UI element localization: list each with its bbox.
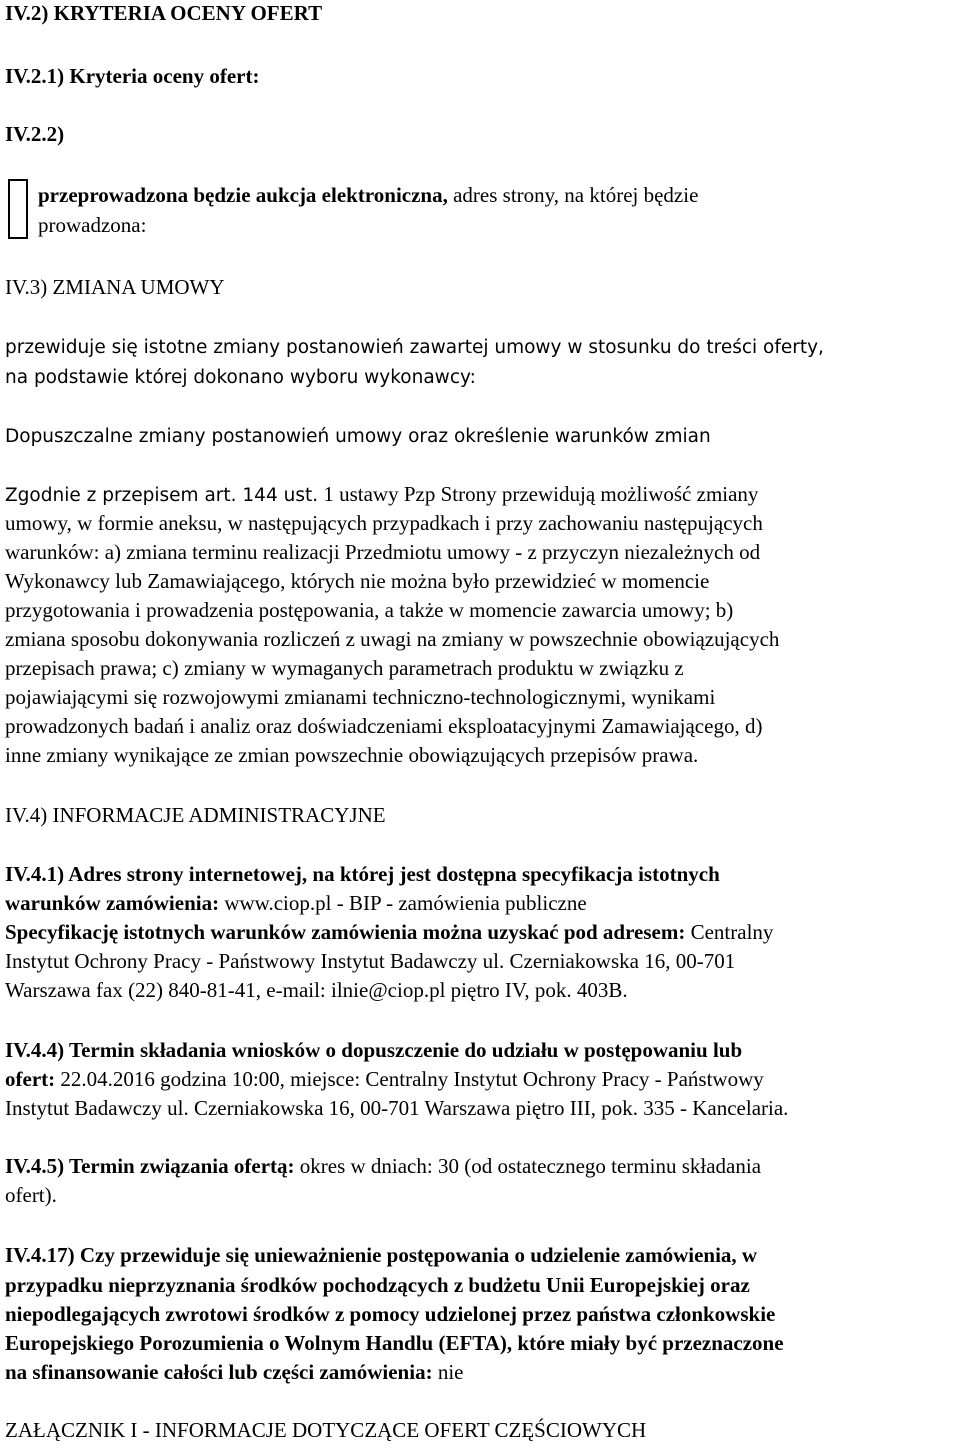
siwz-value: Centralny [685,920,774,944]
section-heading-iv3: IV.3) ZMIANA UMOWY [5,275,225,299]
iv44-label: ofert: [5,1067,56,1091]
iv45-label: IV.4.5) Termin związania ofertą: [5,1154,295,1178]
iv417-label: na sfinansowanie całości lub części zamówienia: [5,1360,433,1384]
auction-line-2: prowadzona: [38,213,147,237]
change-subheading: Dopuszczalne zmiany postanowień umowy oraz określenie warunków zmian [5,426,711,447]
change-para-line-9: prowadzonych badań i analiz oraz doświadczeniami eksploatacyjnymi Zamawiającego, d) [5,714,763,738]
auction-bold-label: przeprowadzona będzie aukcja elektroniczna, [38,183,448,207]
change-para-line-5: przygotowania i prowadzenia postępowania, a także w momencie zawarcia umowy; b) [5,598,734,622]
change-para-line-6: zmiana sposobu dokonywania rozliczeń z uwagi na zmiany w powszechnie obowiązujących [5,627,780,651]
change-para-line-7: przepisach prawa; c) zmiany w wymaganych parametrach produktu w związku z [5,656,684,680]
change-para-line-8: pojawiającymi się rozwojowymi zmianami techniczno-technologicznymi, wynikami [5,685,716,709]
iv41-label: warunków zamówienia: [5,891,220,915]
iv44-line-2 [5,1069,764,1090]
iv417-line-2: przypadku nieprzyznania środków pochodzących z budżetu Unii Europejskiej oraz [5,1273,750,1297]
iv44-value: 22.04.2016 godzina 10:00, miejsce: Centralny Instytut Ochrony Pracy - Państwowy [55,1067,764,1091]
annex-heading: ZAŁĄCZNIK I - INFORMACJE DOTYCZĄCE OFERT CZĘŚCIOWYCH [5,1418,647,1442]
iv41-value: www.ciop.pl - BIP - zamówienia publiczne [219,891,587,915]
iv417-line-5 [5,1362,463,1383]
change-para-line-10: inne zmiany wynikające ze zmian powszechnie obowiązujących przepisów prawa. [5,743,699,767]
change-para-line-4: Wykonawcy lub Zamawiającego, których nie można było przewidzieć w momencie [5,569,710,593]
change-para-line-3: warunków: a) zmiana terminu realizacji Przedmiotu umowy - z przyczyn niezależnych od [5,540,761,564]
iv45-value: okres w dniach: 30 (od ostatecznego terminu składania [294,1154,762,1178]
iv417-line-1: IV.4.17) Czy przewiduje się unieważnienie postępowania o udzielenie zamówienia, w [5,1243,758,1267]
iv41-line-2 [5,893,587,914]
section-heading-iv4: IV.4) INFORMACJE ADMINISTRACYJNE [5,803,386,827]
iv41-line-5: Warszawa fax (22) 840-81-41, e-mail: ilnie@ciop.pl piętro IV, pok. 403B. [5,978,628,1002]
siwz-label: Specyfikację istotnych warunków zamówienia można uzyskać pod adresem: [5,920,686,944]
iv45-line-2: ofert). [5,1183,57,1207]
iv417-line-3: niepodlegających zwrotowi środków z pomocy udzielonej przez państwa członkowskie [5,1302,776,1326]
change-para-start: Zgodnie z przepisem art. 144 ust. [5,485,319,506]
change-question-line-2: na podstawie której dokonano wyboru wykonawcy: [5,367,476,388]
iv417-value: nie [432,1360,464,1384]
iv41-line-4: Instytut Ochrony Pracy - Państwowy Instytut Badawczy ul. Czerniakowska 16, 00-701 [5,949,736,973]
iv41-line-1: IV.4.1) Adres strony internetowej, na której jest dostępna specyfikacja istotnych [5,862,720,886]
section-heading-iv22: IV.2.2) [5,122,65,146]
iv417-line-4: Europejskiego Porozumienia o Wolnym Handlu (EFTA), które miały być przeznaczone [5,1331,784,1355]
iv41-line-3 [5,922,773,943]
auction-text: adres strony, na której będzie [447,183,699,207]
iv44-line-3: Instytut Badawczy ul. Czerniakowska 16, 00-701 Warszawa piętro III, pok. 335 - Kancelaria. [5,1096,789,1120]
auction-checkbox[interactable] [8,179,28,239]
iv44-line-1: IV.4.4) Termin składania wniosków o dopuszczenie do udziału w postępowaniu lub [5,1038,743,1062]
change-question-line-1: przewiduje się istotne zmiany postanowień zawartej umowy w stosunku do treści oferty, [5,337,824,358]
iv45-line-1 [5,1156,761,1177]
auction-line-1 [38,185,698,206]
change-para-line-2: umowy, w formie aneksu, w następujących przypadkach i przy zachowaniu następujących [5,511,763,535]
change-para-rest: 1 ustawy Pzp Strony przewidują możliwość zmiany [318,482,759,506]
change-para-line-1 [5,484,758,506]
section-heading-iv21: IV.2.1) Kryteria oceny ofert: [5,64,260,88]
section-heading-iv2: IV.2) KRYTERIA OCENY OFERT [5,1,323,25]
